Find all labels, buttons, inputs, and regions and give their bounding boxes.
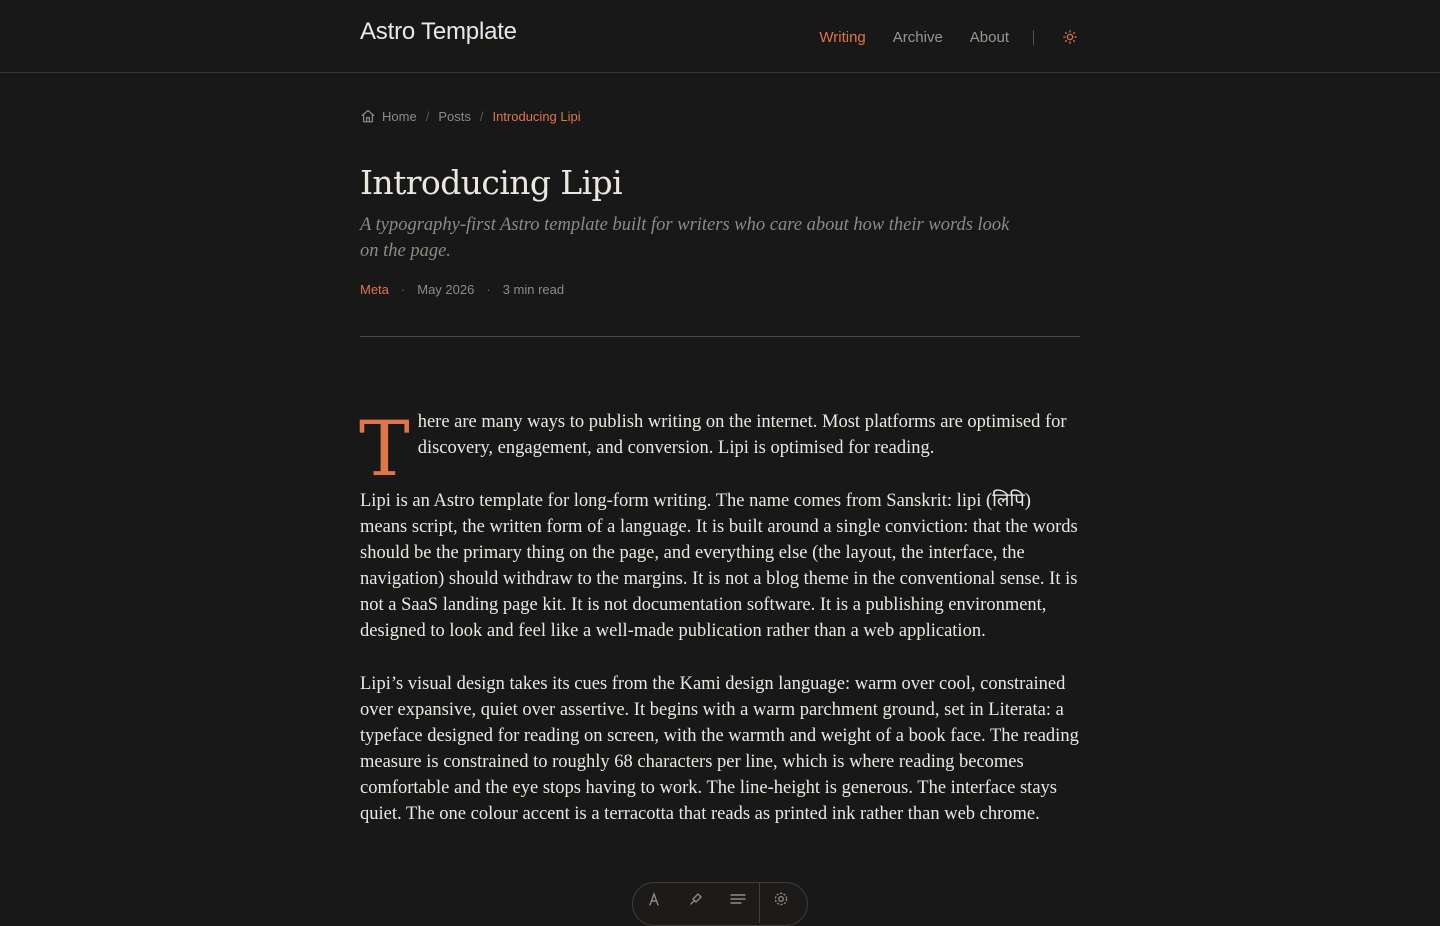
post-read-time: 3 min read xyxy=(502,282,565,297)
text-size-icon xyxy=(646,891,662,907)
settings-icon xyxy=(773,891,789,907)
site-brand-link[interactable]: Astro Template xyxy=(360,18,517,45)
breadcrumb-home-link[interactable]: Home xyxy=(382,108,417,124)
breadcrumb-posts-link[interactable]: Posts xyxy=(438,108,471,124)
home-icon xyxy=(360,108,376,124)
sun-icon xyxy=(1063,30,1077,44)
main-nav xyxy=(819,24,1080,50)
contents-button[interactable] xyxy=(717,891,759,915)
highlight-icon xyxy=(688,891,704,907)
settings-button[interactable] xyxy=(760,891,802,915)
post-subtitle: A typography-first Astro template built for writers who care about how their words look on the page. xyxy=(360,215,1010,261)
highlight-button[interactable] xyxy=(675,891,717,915)
paragraph-intro xyxy=(359,404,1080,493)
breadcrumb-current: Introducing Lipi xyxy=(492,108,581,124)
post-category-link[interactable]: Meta xyxy=(360,282,389,297)
site-header xyxy=(0,0,1440,73)
theme-toggle-button[interactable] xyxy=(1060,27,1080,47)
contents-icon xyxy=(729,891,747,907)
breadcrumb-separator: / xyxy=(479,108,484,124)
paragraph-2: Lipi is an Astro template for long-form writing. The name comes from Sanskrit: lipi (लिपि) means script, the written form of a language. It is built around a single conviction: that the words should be the primary thing on the page, and everything else (the layout, the interface, the navigation) should withdraw to the margins. It is not a blog theme in the conventional sense. It is not a SaaS landing page kit. It is not documentation software. It is a publishing environment, designed to look and feel like a well-made publication rather than a web application. xyxy=(360,491,1078,641)
breadcrumb xyxy=(360,108,581,124)
nav-divider xyxy=(1033,30,1034,45)
paragraph-3: Lipi’s visual design takes its cues from the Kami design language: warm over cool, constrained over expansive, quiet over assertive. It begins with a warm parchment ground, set in Literata: a typeface designed for reading on screen, with the warmth and weight of a book face. The reading measure is constrained to roughly 68 characters per line, which is where reading becomes comfortable and the eye stops having to work. The line-height is generous. The interface stays quiet. The one colour accent is a terracotta that reads as printed ink rather than web chrome. xyxy=(360,674,1079,824)
post-title: Introducing Lipi xyxy=(360,163,623,202)
reading-toolbar xyxy=(632,882,808,926)
nav-link-about[interactable]: About xyxy=(969,28,1009,46)
drop-cap: T xyxy=(359,404,410,493)
meta-separator: · xyxy=(400,282,406,297)
post-body xyxy=(359,404,1080,854)
nav-link-writing[interactable]: Writing xyxy=(819,28,866,46)
text-size-button[interactable] xyxy=(633,891,675,915)
breadcrumb-separator: / xyxy=(425,108,430,124)
header-rule xyxy=(360,336,1080,337)
meta-separator: · xyxy=(486,282,491,297)
post-date: May 2026 xyxy=(417,282,475,297)
post-meta xyxy=(360,282,564,297)
paragraph-intro-text: here are many ways to publish writing on the internet. Most platforms are optimised for discovery, engagement, and conversion. Lipi is optimised for reading. xyxy=(417,412,1067,458)
nav-link-archive[interactable]: Archive xyxy=(892,28,943,46)
